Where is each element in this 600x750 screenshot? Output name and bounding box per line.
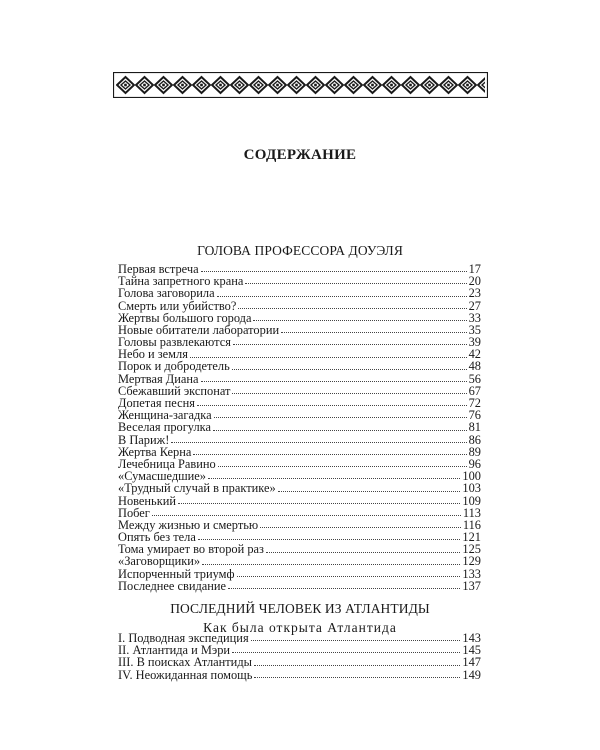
- dot-leader: [218, 466, 467, 467]
- entry-title: Женщина-загадка: [118, 408, 212, 423]
- page-number: 109: [462, 493, 481, 508]
- page-number: 17: [468, 261, 481, 276]
- dot-leader: [152, 515, 461, 516]
- dot-leader: [232, 369, 467, 370]
- part2-title: ПОСЛЕДНИЙ ЧЕЛОВЕК ИЗ АТЛАНТИДЫ: [170, 601, 430, 616]
- entry-title: Голова заговорила: [118, 286, 215, 301]
- entry-title: Испорченный триумф: [118, 566, 235, 581]
- page-number: 81: [468, 420, 481, 435]
- dot-leader: [178, 503, 460, 504]
- page-number: 39: [468, 335, 481, 350]
- page-number: 143: [462, 630, 481, 645]
- page-number: 89: [468, 444, 481, 459]
- dot-leader: [260, 527, 461, 528]
- part1-toc: [118, 263, 481, 592]
- entry-title: Жертва Керна: [118, 444, 192, 459]
- entry-title: В Париж!: [118, 432, 170, 447]
- dot-leader: [254, 677, 460, 678]
- page-number: 42: [468, 347, 481, 362]
- entry-title: Жертвы большого города: [118, 310, 252, 325]
- page-number: 33: [468, 310, 481, 325]
- dot-leader: [201, 271, 467, 272]
- dot-leader: [214, 417, 467, 418]
- entry-title: Веселая прогулка: [118, 420, 211, 435]
- entry-title: I. Подводная экспедиция: [118, 630, 249, 645]
- page-number: 20: [468, 274, 481, 289]
- page-number: 116: [462, 517, 481, 532]
- dot-leader: [213, 430, 467, 431]
- part1-title: ГОЛОВА ПРОФЕССОРА ДОУЭЛЯ: [197, 243, 403, 258]
- page-number: 76: [468, 408, 481, 423]
- entry-title: Лечебница Равино: [118, 456, 216, 471]
- dot-leader: [232, 393, 466, 394]
- entry-title: Допетая песня: [118, 396, 195, 411]
- page-number: 145: [462, 643, 481, 658]
- page-number: 147: [462, 655, 481, 670]
- page-number: 121: [462, 530, 481, 545]
- entry-title: Тома умирает во второй раз: [118, 542, 264, 557]
- page-number: 125: [462, 542, 481, 557]
- entry-title: Первая встреча: [118, 261, 199, 276]
- dot-leader: [201, 381, 467, 382]
- dot-leader: [266, 552, 460, 553]
- entry-title: Сбежавший экспонат: [118, 383, 231, 398]
- dot-leader: [238, 308, 466, 309]
- dot-leader: [278, 491, 461, 492]
- entry-title: Небо и земля: [118, 347, 188, 362]
- page-number: 67: [468, 383, 481, 398]
- page-number: 96: [468, 456, 481, 471]
- dot-leader: [281, 332, 467, 333]
- page-number: 72: [468, 396, 481, 411]
- dot-leader: [233, 344, 467, 345]
- page-number: 56: [468, 371, 481, 386]
- page-number: 27: [468, 298, 481, 313]
- entry-title: Мертвая Диана: [118, 371, 199, 386]
- toc-entry: [118, 556, 481, 568]
- entry-title: «Заговорщики»: [118, 554, 201, 569]
- toc-entry: [118, 287, 481, 299]
- dot-leader: [251, 640, 461, 641]
- toc-entry: [118, 421, 481, 433]
- toc-entry: [118, 482, 481, 494]
- dot-leader: [197, 405, 467, 406]
- toc-entry: [118, 300, 481, 312]
- dot-leader: [254, 665, 460, 666]
- entry-title: Головы развлекаются: [118, 335, 231, 350]
- page-number: 35: [468, 322, 481, 337]
- page-number: 137: [462, 578, 481, 593]
- page-number: 133: [462, 566, 481, 581]
- toc-entry: [118, 434, 481, 446]
- dot-leader: [237, 576, 461, 577]
- dot-leader: [202, 564, 460, 565]
- toc-entry: [118, 361, 481, 373]
- entry-title: Опять без тела: [118, 530, 196, 545]
- entry-title: «Трудный случай в практике»: [118, 481, 276, 496]
- ornamental-border: [113, 72, 488, 98]
- contents-heading: СОДЕРЖАНИЕ: [243, 147, 357, 163]
- toc-entry: [118, 495, 481, 507]
- entry-title: Новые обитатели лаборатории: [118, 322, 280, 337]
- entry-title: Побег: [118, 505, 150, 520]
- entry-title: Последнее свидание: [118, 578, 227, 593]
- page-number: 129: [462, 554, 481, 569]
- toc-entry: [118, 656, 481, 668]
- dot-leader: [232, 652, 460, 653]
- page-number: 100: [462, 469, 481, 484]
- dot-leader: [253, 320, 466, 321]
- entry-title: Порок и добродетель: [118, 359, 230, 374]
- page-number: 113: [462, 505, 481, 520]
- entry-title: «Сумасшедшие»: [118, 469, 206, 484]
- entry-title: Смерть или убийство?: [118, 298, 237, 313]
- dot-leader: [190, 357, 467, 358]
- entry-title: Между жизнью и смертью: [118, 517, 259, 532]
- page-number: 23: [468, 286, 481, 301]
- toc-entry: [118, 669, 481, 681]
- dot-leader: [193, 454, 466, 455]
- page-number: 86: [468, 432, 481, 447]
- entry-title: II. Атлантида и Мэри: [118, 643, 231, 658]
- entry-title: Тайна запретного крана: [118, 274, 244, 289]
- dot-leader: [245, 283, 466, 284]
- part2-subtitle: Как была открыта Атлантида: [203, 620, 397, 635]
- dot-leader: [198, 539, 461, 540]
- page-number: 48: [468, 359, 481, 374]
- page-number: 103: [462, 481, 481, 496]
- toc-entry: [118, 580, 481, 592]
- part2-toc: [118, 632, 481, 681]
- page-number: 149: [462, 667, 481, 682]
- entry-title: IV. Неожиданная помощь: [118, 667, 253, 682]
- dot-leader: [228, 588, 460, 589]
- entry-title: III. В поисках Атлантиды: [118, 655, 252, 670]
- dot-leader: [171, 442, 466, 443]
- dot-leader: [208, 478, 460, 479]
- dot-leader: [217, 296, 467, 297]
- entry-title: Новенький: [118, 493, 176, 508]
